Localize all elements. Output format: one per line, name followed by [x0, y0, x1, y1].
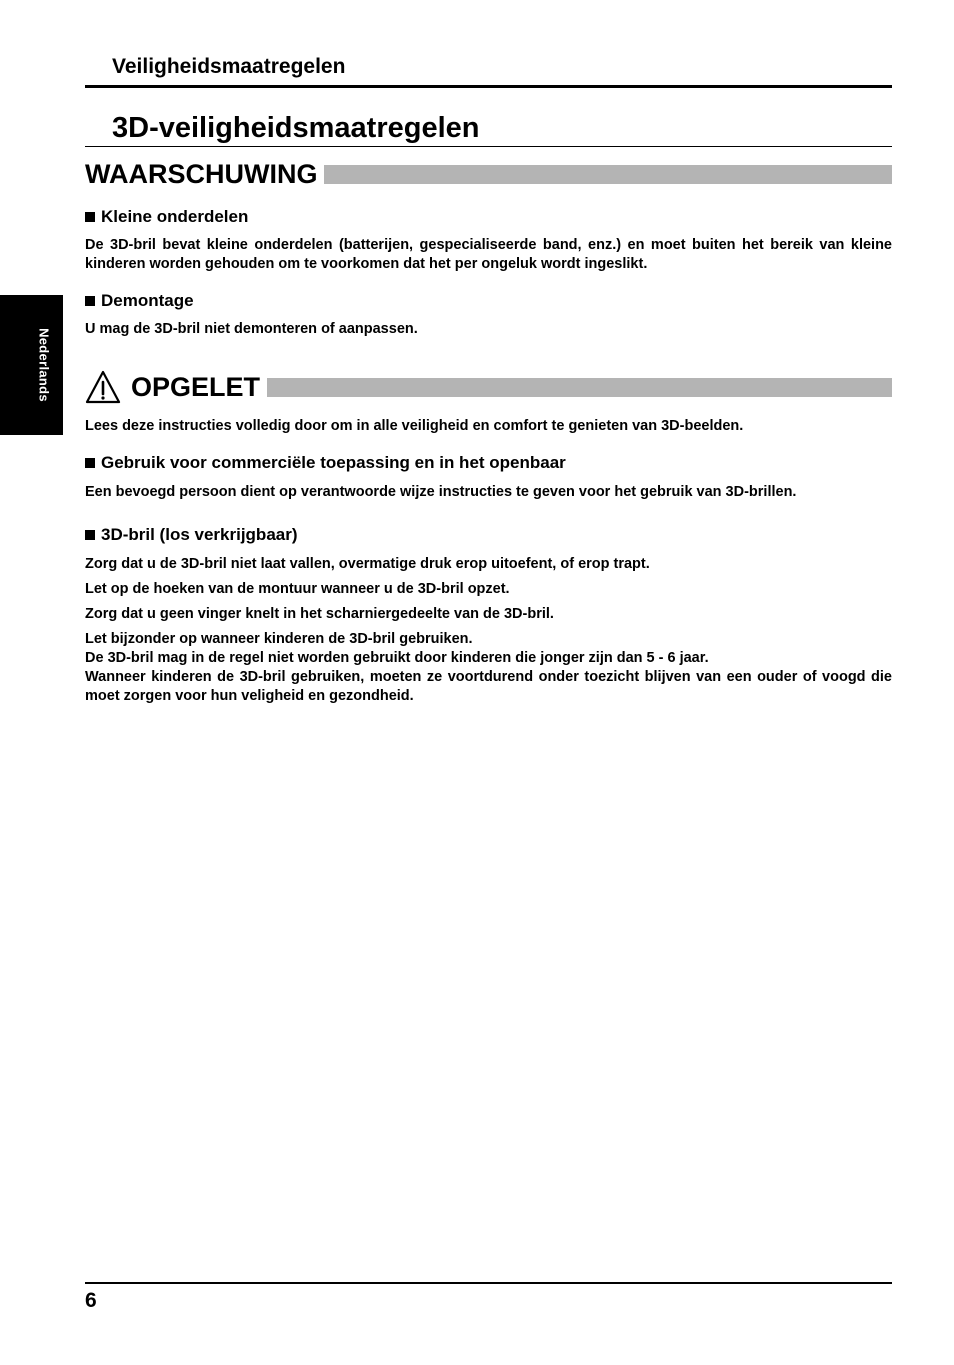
paragraph-small-parts: De 3D-bril bevat kleine onderdelen (batterijen, gespecialiseerde band, enz.) en moet buiten het bereik van kleine kinderen worden gehouden om te voorkomen dat het per ongeluk wordt ingeslikt. — [85, 237, 892, 272]
caution-heading-bar — [267, 378, 892, 397]
caution-heading-label: OPGELET — [131, 372, 261, 402]
subheading-label: 3D-bril (los verkrijgbaar) — [101, 525, 298, 544]
line-3d-glasses-supervision: Wanneer kinderen de 3D-bril gebruiken, moeten ze voortdurend onder toezicht blijven van een ouder of voogd die moet zorgen voor hun veligheid en gezondheid. — [85, 669, 892, 704]
line-3d-glasses-drop: Zorg dat u de 3D-bril niet laat vallen, overmatige druk erop uitoefent, of erop trapt. — [85, 556, 650, 572]
subheading-commercial-use — [85, 453, 566, 473]
subheading-label: Demontage — [101, 291, 194, 310]
subheading-label: Kleine onderdelen — [101, 207, 249, 226]
warning-triangle-icon — [85, 370, 121, 404]
bullet-square-icon — [85, 296, 95, 306]
warning-heading-label: WAARSCHUWING — [85, 159, 318, 189]
page-number: 6 — [85, 1289, 97, 1312]
footer-rule — [85, 1282, 892, 1284]
warning-heading-bar — [324, 165, 892, 184]
bullet-square-icon — [85, 212, 95, 222]
warning-heading — [85, 158, 892, 190]
header-rule — [85, 85, 892, 88]
title-rule — [85, 146, 892, 147]
page-title: 3D-veiligheidsmaatregelen — [112, 112, 480, 144]
line-3d-glasses-hinge: Zorg dat u geen vinger knelt in het scharniergedeelte van de 3D-bril. — [85, 606, 554, 622]
language-side-tab-label: Nederlands — [36, 328, 52, 402]
line-3d-glasses-corners: Let op de hoeken van de montuur wanneer u de 3D-bril opzet. — [85, 581, 510, 597]
caution-heading — [85, 370, 892, 404]
subheading-label: Gebruik voor commerciële toepassing en in het openbaar — [101, 453, 566, 472]
subheading-3d-glasses — [85, 525, 298, 545]
line-3d-glasses-age: De 3D-bril mag in de regel niet worden gebruikt door kinderen die jonger zijn dan 5 - 6 jaar. — [85, 650, 709, 666]
section-header-title: Veiligheidsmaatregelen — [112, 55, 346, 78]
bullet-square-icon — [85, 458, 95, 468]
bullet-square-icon — [85, 530, 95, 540]
subheading-small-parts — [85, 207, 248, 227]
paragraph-commercial-use: Een bevoegd persoon dient op verantwoorde wijze instructies te geven voor het gebruik van 3D-brillen. — [85, 484, 797, 500]
caution-intro: Lees deze instructies volledig door om in alle veiligheid en comfort te genieten van 3D-beelden. — [85, 418, 744, 434]
line-3d-glasses-children: Let bijzonder op wanneer kinderen de 3D-bril gebruiken. — [85, 631, 473, 647]
subheading-disassembly — [85, 291, 194, 311]
language-side-tab — [0, 295, 63, 435]
paragraph-disassembly: U mag de 3D-bril niet demonteren of aanpassen. — [85, 321, 418, 337]
